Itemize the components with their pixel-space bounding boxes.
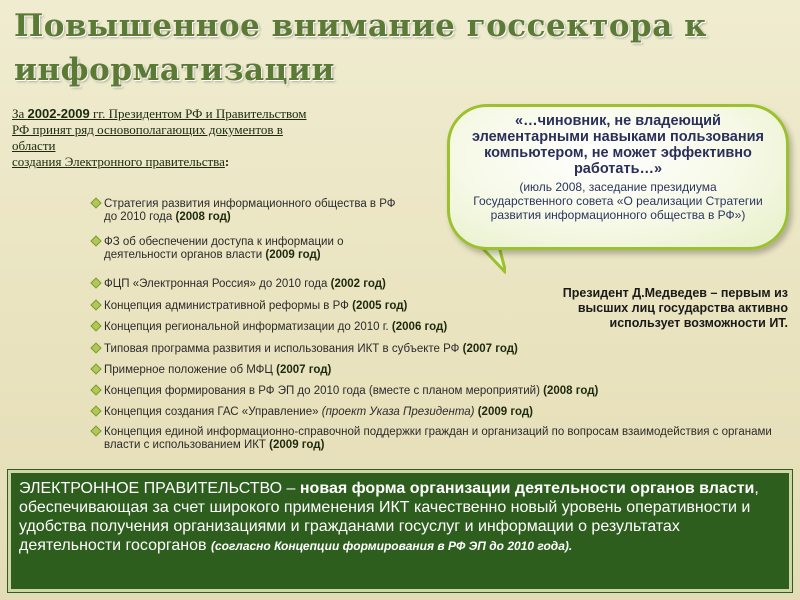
- document-year: (2006 год): [391, 321, 448, 333]
- list-item: [104, 364, 664, 377]
- bullet-icon: [90, 384, 101, 395]
- bullet-icon: [90, 342, 101, 353]
- list-item: [104, 300, 664, 313]
- list-item: [104, 198, 404, 224]
- document-title: Концепция административной реформы в РФ: [104, 300, 349, 312]
- definition-note: (согласно Концепции формирования в РФ ЭП до 2010 года).: [210, 539, 573, 553]
- bullet-icon: [90, 235, 101, 246]
- quote-source: (июль 2008, заседание президиума Государственного совета «О реализации Стратегии развития информационного общества в РФ»): [473, 180, 763, 222]
- document-title: ФЗ об обеспечении доступа к информации о деятельности органов власти: [104, 236, 344, 261]
- intro-years: 2002-2009: [27, 106, 90, 121]
- intro-line1: гг. Президентом РФ и Правительством: [89, 106, 307, 121]
- intro-colon: :: [224, 154, 230, 169]
- document-title: Концепция формирования в РФ ЭП до 2010 года (вместе с планом мероприятий): [104, 385, 540, 397]
- document-year: (2009 год): [265, 249, 321, 261]
- list-item: [104, 236, 414, 262]
- quote-text: «…чиновник, не владеющий элементарными навыками пользования компьютером, не может эффективно работать…»: [471, 113, 765, 177]
- document-year: (2008 год): [175, 211, 231, 223]
- bullet-icon: [90, 277, 101, 288]
- intro-text: [12, 106, 422, 170]
- intro-line4: создания Электронного правительства: [12, 154, 225, 169]
- definition-lead: ЭЛЕКТРОННОЕ ПРАВИТЕЛЬСТВО –: [19, 480, 300, 497]
- list-item: [104, 343, 664, 356]
- document-year: (2005 год): [352, 300, 408, 312]
- document-title: Концепция единой информационно-справочной поддержки граждан и организаций по вопросам взаимодействия с органами власти с использованием ИКТ: [104, 426, 772, 451]
- document-title: Концепция создания ГАС «Управление»: [104, 406, 319, 418]
- document-year: (2009 год): [477, 406, 533, 418]
- intro-line2: РФ принят ряд основополагающих документов в: [12, 122, 283, 137]
- president-note: Президент Д.Медведев – первым из высших лиц государства активно использует возможности ИТ.: [562, 286, 788, 330]
- slide-title: Повышенное внимание госсектора к информатизации: [14, 8, 707, 88]
- document-year: (2009 год): [269, 439, 325, 451]
- document-year: (2007 год): [276, 364, 332, 376]
- intro-prefix: За: [12, 106, 28, 121]
- bullet-icon: [90, 320, 101, 331]
- bullet-icon: [90, 299, 101, 310]
- list-item: [104, 426, 772, 452]
- document-title: Стратегия развития информационного общества в РФ до 2010 года: [104, 198, 396, 223]
- bullet-icon: [90, 363, 101, 374]
- definition-body: , обеспечивающая за счет широкого применения ИКТ качественно новый уровень оперативности и удобства получения организациями и гражданами госуслуг и информации о результатах деятельности госорганов: [19, 480, 759, 554]
- list-item: [104, 406, 764, 419]
- document-year: (2007 год): [462, 343, 518, 355]
- bullet-icon: [90, 405, 101, 416]
- intro-line3: области: [12, 138, 56, 153]
- document-year: (2008 год): [543, 385, 599, 397]
- list-item: [104, 385, 764, 398]
- definition-box: [8, 470, 792, 592]
- document-title: ФЦП «Электронная Россия» до 2010 года: [104, 278, 328, 290]
- document-title: Концепция региональной информатизации до 2010 г.: [104, 321, 389, 333]
- document-title: Примерное положение об МФЦ: [104, 364, 273, 376]
- bullet-icon: [90, 197, 101, 208]
- quote-bubble: [447, 104, 789, 250]
- definition-bold: новая форма организации деятельности органов власти: [299, 480, 755, 497]
- document-year: (2002 год): [330, 278, 386, 290]
- document-note: (проект Указа Президента): [321, 406, 475, 418]
- document-title: Типовая программа развития и использования ИКТ в субъекте РФ: [104, 343, 460, 355]
- bullet-icon: [90, 425, 101, 436]
- list-item: [104, 278, 664, 291]
- list-item: [104, 321, 664, 334]
